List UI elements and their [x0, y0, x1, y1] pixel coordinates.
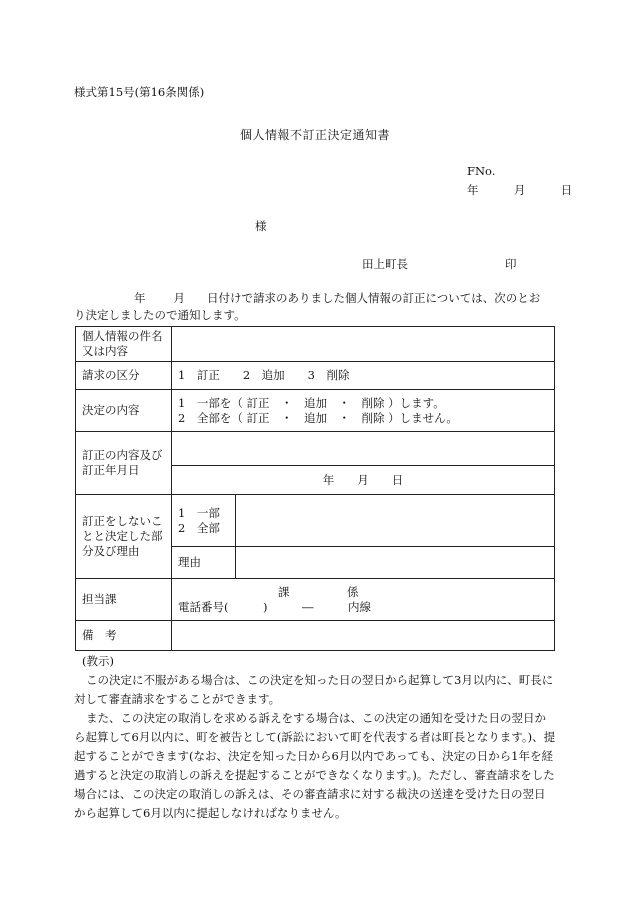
- instructions-para-appeal: この決定に不服がある場合は、この決定を知った日の翌日から起算して3月以内に、町長に対して審査請求をすることができます。: [74, 673, 554, 706]
- row-label-remarks: 備 考: [76, 621, 172, 651]
- table-row: [76, 495, 555, 547]
- intro-year: 年: [134, 291, 146, 305]
- seal-mark: 印: [505, 257, 517, 271]
- date-day: 日: [560, 183, 573, 197]
- intro-month: 月: [173, 291, 185, 305]
- table-row: [76, 327, 555, 362]
- scope-value: [236, 495, 555, 547]
- row-label-subject: 個人情報の件名又は内容: [76, 327, 172, 362]
- table-row: [76, 579, 555, 621]
- row-label-request-type: 請求の区分: [76, 362, 172, 390]
- remarks-value: [172, 621, 555, 651]
- document-title: 個人情報不訂正決定通知書: [239, 128, 390, 142]
- form-number: 様式第15号(第16条関係): [74, 85, 205, 99]
- scope-options: [172, 495, 236, 547]
- decision-option-full: 2 全部を（ 訂正 ・ 追加 ・ 削除 ）しません。: [178, 410, 458, 425]
- instructions-para-lawsuit: また、この決定の取消しを求める訴えをする場合は、この決定の通知を受けた日の翌日から起算して6月以内に、町を被告として(訴訟において町を代表する者は町長となります。)、提起することができます(なお、決定を知った日から6月以内であっても、決定の日から1年を経過すると決定の取消しの訴えを提起することができなくなります。)。ただし、審査請求をした場合には、この決定の取消しの訴えは、その審査請求に対する裁決の送達を受けた日の翌日から起算して6月以内に提起しなければなりません。: [74, 711, 556, 820]
- department-phone: 電話番号( ) ― 内線: [178, 599, 371, 614]
- correction-date: 年 月 日: [172, 466, 555, 495]
- addressee: 様: [255, 219, 267, 233]
- row-label-department: 担当課: [76, 579, 172, 621]
- scope-option-full: 2 全部: [178, 520, 220, 535]
- issue-date: [467, 182, 572, 198]
- row-label-correction: 訂正の内容及び訂正年月日: [76, 432, 172, 495]
- table-row: [76, 362, 555, 390]
- scope-option-partial: 1 一部: [178, 505, 220, 520]
- department-section: 課 係: [278, 584, 359, 599]
- decision-table: [75, 326, 555, 651]
- reference-number: FNo.: [467, 164, 496, 178]
- row-label-decision: 決定の内容: [76, 390, 172, 432]
- intro-line1: 日付けで請求のありました個人情報の訂正については、次のとお: [207, 291, 541, 305]
- correction-content-value: [172, 432, 555, 466]
- request-type-options: 1 訂正 2 追加 3 削除: [172, 362, 555, 390]
- reason-value: [236, 547, 555, 579]
- reason-label: 理由: [172, 547, 236, 579]
- table-row: [76, 432, 555, 466]
- decision-options: [172, 390, 555, 432]
- row-label-no-correction: 訂正をしないことと決定した部分及び理由: [76, 495, 172, 579]
- date-year: 年: [467, 183, 479, 197]
- intro-text: [74, 290, 554, 324]
- table-row: [76, 390, 555, 432]
- department-value: [172, 579, 555, 621]
- instructions: [74, 652, 556, 823]
- instructions-heading: (教示): [82, 654, 114, 668]
- table-row: [76, 621, 555, 651]
- date-month: 月: [513, 183, 526, 197]
- sender: 田上町長: [362, 257, 408, 271]
- decision-option-partial: 1 一部を（ 訂正 ・ 追加 ・ 削除 ）します。: [178, 395, 445, 410]
- subject-value: [172, 327, 555, 362]
- intro-line2: り決定しましたので通知します。: [74, 308, 246, 322]
